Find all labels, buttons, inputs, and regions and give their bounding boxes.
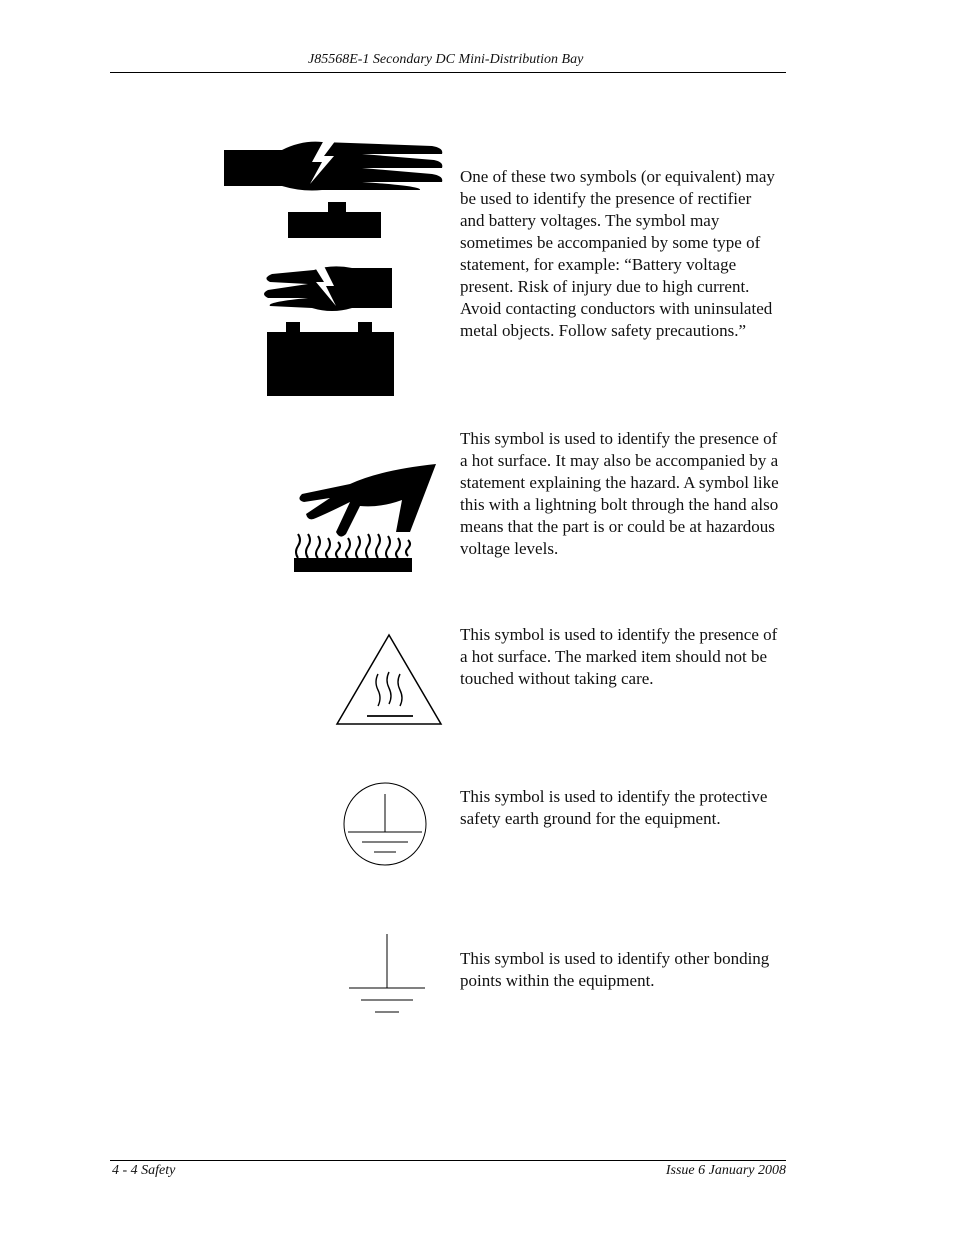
hot-surface-hand-icon	[290, 462, 440, 574]
paragraph-battery-voltage: One of these two symbols (or equivalent) may be used to identify the presence of rectifier and battery voltages. The symbol may sometimes be accompanied by some type of statement, for example: “Battery voltage present. Risk of injury due to high current. Avoid contacting conductors with uninsulated metal objects. Follow safety precautions.”	[460, 167, 775, 340]
footer-page-section: 4 - 4 Safety	[112, 1163, 176, 1178]
footer-rule	[110, 1160, 786, 1161]
paragraph-hot-surface-triangle: This symbol is used to identify the presence of a hot surface. The marked item should not be touched without taking care.	[460, 625, 778, 688]
hot-surface-triangle-icon	[334, 632, 444, 728]
header-rule	[110, 72, 786, 73]
hand-shock-battery-small-icon	[262, 262, 396, 398]
paragraph-protective-earth: This symbol is used to identify the protective safety earth ground for the equipment.	[460, 787, 768, 828]
hand-shock-battery-icon	[222, 138, 446, 240]
footer-issue-date: Issue 6 January 2008	[665, 1163, 786, 1178]
paragraph-bonding-ground: This symbol is used to identify other bonding points within the equipment.	[460, 949, 770, 990]
page-header-title: J85568E-1 Secondary DC Mini-Distribution Bay	[308, 52, 584, 67]
protective-earth-icon	[340, 780, 430, 868]
paragraph-hot-surface-hand: This symbol is used to identify the presence of a hot surface. It may also be accompanied by a statement explaining the hazard. A symbol like this with a lightning bolt through the hand also means that the part is or could be at hazardous voltage levels.	[460, 429, 779, 558]
bonding-ground-icon	[346, 932, 428, 1014]
